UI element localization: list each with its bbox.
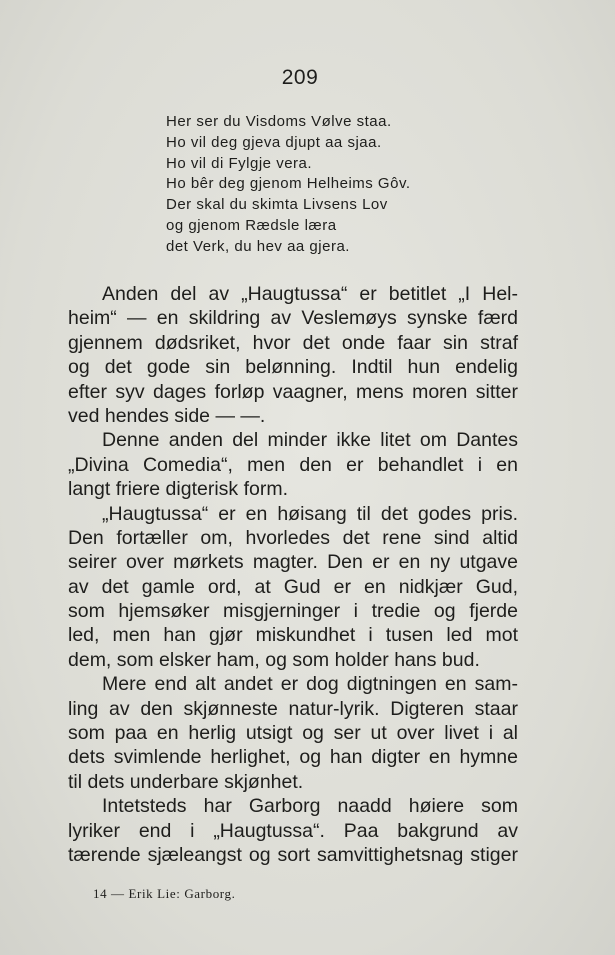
poem-line: Her ser du Visdoms Vølve staa. bbox=[166, 113, 392, 130]
text-line: tærende sjæleangst og sort samvittighetsnag stiger bbox=[68, 843, 518, 866]
text-line: efter syv dages forløp vaagner, mens moren sitter bbox=[68, 380, 518, 403]
text-line: som paa en herlig utsigt og ser ut over livet i al bbox=[68, 722, 518, 745]
text-line: seirer over mørkets magter. Den er en ny utgave bbox=[68, 551, 518, 574]
text-line: gjennem dødsriket, hvor det onde faar sin straf bbox=[68, 331, 518, 354]
text-line: som hjemsøker misgjerninger i tredie og fjerde bbox=[68, 600, 518, 623]
text-line: Anden del av „Haugtussa“ er betitlet „I Hel- bbox=[102, 283, 518, 305]
text-line: til dets underbare skjønhet. bbox=[68, 770, 304, 793]
text-line: langt friere digterisk form. bbox=[68, 478, 288, 501]
text-line: ling av den skjønneste natur-lyrik. Digteren staar bbox=[68, 697, 518, 720]
poem-stanza bbox=[166, 112, 456, 258]
text-line: ved hendes side — —. bbox=[68, 404, 266, 427]
poem-line: det Verk, du hev aa gjera. bbox=[166, 237, 350, 255]
poem-line: Ho vil deg gjeva djupt aa sjaa. bbox=[166, 133, 382, 151]
text-line: av det gamle ord, at Gud er en nidkjær Gud, bbox=[68, 575, 518, 598]
poem-line: Der skal du skimta Livsens Lov bbox=[166, 196, 388, 214]
text-line: dets svimlende herlighet, og han digter en hymne bbox=[68, 746, 518, 769]
poem-line: Ho vil di Fylgje vera. bbox=[166, 154, 313, 172]
signature-footer: 14 — Erik Lie: Garborg. bbox=[93, 886, 236, 901]
body-text bbox=[68, 282, 518, 867]
text-line: dem, som elsker ham, og som holder hans bud. bbox=[68, 648, 480, 671]
text-line: lyriker end i „Haugtussa“. Paa bakgrund av bbox=[68, 819, 518, 842]
text-line: Denne anden del minder ikke litet om Dantes bbox=[102, 429, 518, 452]
text-line: og det gode sin belønning. Indtil hun endelig bbox=[68, 356, 518, 379]
text-line: „Haugtussa“ er en høisang til det godes pris. bbox=[102, 502, 518, 525]
text-line: Intetsteds har Garborg naadd høiere som bbox=[102, 795, 518, 818]
poem-line: Ho bêr deg gjenom Helheims Gôv. bbox=[166, 175, 411, 193]
text-line: led, men han gjør miskundhet i tusen led mot bbox=[68, 624, 518, 647]
page-number: 209 bbox=[281, 66, 319, 89]
text-line: Den fortæller om, hvorledes det rene sind altid bbox=[68, 526, 518, 549]
text-line: heim“ — en skildring av Veslemøys synske færd bbox=[68, 307, 518, 330]
text-line: „Divina Comedia“, men den er behandlet i en bbox=[68, 453, 518, 476]
text-line: Mere end alt andet er dog digtningen en sam- bbox=[102, 673, 518, 696]
poem-line: og gjenom Rædsle læra bbox=[166, 216, 337, 234]
